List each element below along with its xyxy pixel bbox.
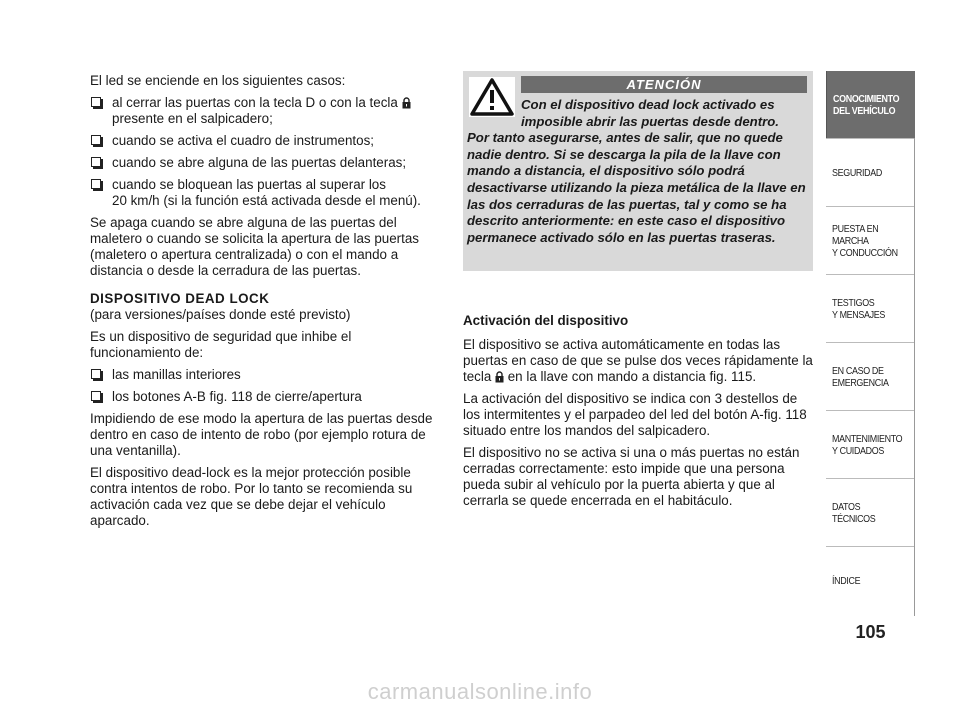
tab-seguridad[interactable] — [826, 138, 915, 206]
recommendation-paragraph: El dispositivo dead-lock es la mejor protección posible contra intentos de robo. Por lo tanto se recomienda su activación cada vez que se debe dejar el vehículo aparcado. — [90, 465, 413, 528]
tab-conocimiento-del-vehiculo[interactable] — [826, 71, 915, 138]
list-item — [90, 389, 438, 405]
warning-body: Por tanto asegurarse, antes de salir, que no quede nadie dentro. Si se descarga la pila de la llave con mando a distancia, el dispositivo sólo podrá desactivarse utilizando la pieza metálica de la llave en las dos cerraduras de las puertas, tal y como se ha descrito anteriormente: en este caso el dispositivo permanece activado sólo en las puertas traseras. — [467, 130, 806, 245]
inhibits-list — [90, 367, 438, 405]
led-cases-list — [90, 95, 438, 209]
tab-label: PUESTA EN MARCHA Y CONDUCCIÓN — [832, 222, 898, 259]
list-item-text: al cerrar las puertas con la tecla D o con la tecla — [112, 95, 402, 110]
list-item — [90, 155, 438, 171]
watermark: carmanualsonline.info — [367, 679, 593, 704]
dead-lock-subtitle: (para versiones/países donde esté previsto) — [90, 307, 351, 322]
tab-indice[interactable] — [826, 546, 915, 614]
tab-label: CONOCIMIENTO DEL VEHÍCULO — [833, 92, 900, 117]
led-intro: El led se enciende en los siguientes casos: — [90, 73, 346, 88]
lock-icon — [495, 371, 504, 383]
warning-label: ATENCIÓN — [521, 76, 807, 93]
list-item — [90, 177, 438, 209]
activation-text-post: en la llave con mando a distancia fig. 115. — [504, 369, 757, 384]
warning-line-1: Con el dispositivo dead lock activado es — [521, 97, 775, 112]
checkbox-bullet-icon — [91, 179, 101, 189]
right-column — [463, 313, 813, 515]
tab-mantenimiento-y-cuidados[interactable] — [826, 410, 915, 478]
list-item-text: cuando se bloquean las puertas al superar los — [112, 177, 386, 192]
list-item-text: las manillas interiores — [112, 367, 241, 382]
page-number: 105 — [855, 622, 886, 642]
tab-testigos-y-mensajes[interactable] — [826, 274, 915, 342]
tab-label: DATOS TÉCNICOS — [832, 500, 876, 525]
tab-label: EN CASO DE EMERGENCIA — [832, 364, 889, 389]
warning-box — [463, 71, 813, 271]
tab-label: SEGURIDAD — [832, 166, 883, 179]
checkbox-bullet-icon — [91, 157, 101, 167]
activation-paragraph-2: La activación del dispositivo se indica con 3 destellos de los intermitentes y el parpadeo del led del botón A-fig. 118 situado entre los mandos del salpicadero. — [463, 391, 807, 438]
activation-paragraph-1 — [463, 337, 813, 385]
list-item — [90, 367, 438, 383]
tab-label: TESTIGOS Y MENSAJES — [832, 296, 885, 321]
list-item-text: cuando se abre alguna de las puertas delanteras; — [112, 155, 407, 170]
checkbox-bullet-icon — [91, 391, 101, 401]
lock-icon — [402, 97, 411, 109]
prevention-paragraph: Impidiendo de ese modo la apertura de las puertas desde dentro en caso de intento de robo (por ejemplo rotura de una ventanilla). — [90, 411, 433, 458]
chapter-sidebar — [826, 71, 915, 614]
list-item-text-cont: presente en el salpicadero; — [112, 111, 273, 126]
tab-label: MANTENIMIENTO Y CUIDADOS — [832, 432, 903, 457]
list-item — [90, 133, 438, 149]
checkbox-bullet-icon — [91, 97, 101, 107]
dead-lock-description: Es un dispositivo de seguridad que inhibe el funcionamiento de: — [90, 329, 352, 360]
tab-label: ÍNDICE — [832, 574, 861, 587]
warning-line-2: imposible abrir las puertas desde dentro. — [521, 113, 779, 129]
checkbox-bullet-icon — [91, 135, 101, 145]
activation-title: Activación del dispositivo — [463, 313, 629, 328]
checkbox-bullet-icon — [91, 369, 101, 379]
warning-text — [467, 97, 807, 246]
tab-puesta-en-marcha[interactable] — [826, 206, 915, 274]
list-item-text: cuando se activa el cuadro de instrumentos; — [112, 133, 375, 148]
activation-paragraph-3: El dispositivo no se activa si una o más puertas no están cerradas correctamente: esto impide que una persona pueda subir al vehículo por la puerta abierta y que al cerrarla se quede encerrada en el habitáculo. — [463, 445, 800, 508]
list-item — [90, 95, 438, 127]
list-item-text-cont: 20 km/h (si la función está activada desde el menú). — [112, 193, 421, 208]
tab-en-caso-de-emergencia[interactable] — [826, 342, 915, 410]
led-off-paragraph: Se apaga cuando se abre alguna de las puertas del maletero o cuando se solicita la apertura de las puertas (maletero o apertura centralizada) o con el mando a distancia o desde la cerradura de las puertas. — [90, 215, 420, 278]
sidebar-divider — [914, 138, 915, 616]
tab-datos-tecnicos[interactable] — [826, 478, 915, 546]
dead-lock-heading: DISPOSITIVO DEAD LOCK — [90, 291, 270, 306]
activation-text-pre: El dispositivo se activa automáticamente en todas las puertas en caso de que se pulse dos veces rápidamente la tecla — [463, 337, 813, 384]
list-item-text: los botones A-B fig. 118 de cierre/apertura — [112, 389, 362, 404]
left-column — [90, 73, 438, 535]
